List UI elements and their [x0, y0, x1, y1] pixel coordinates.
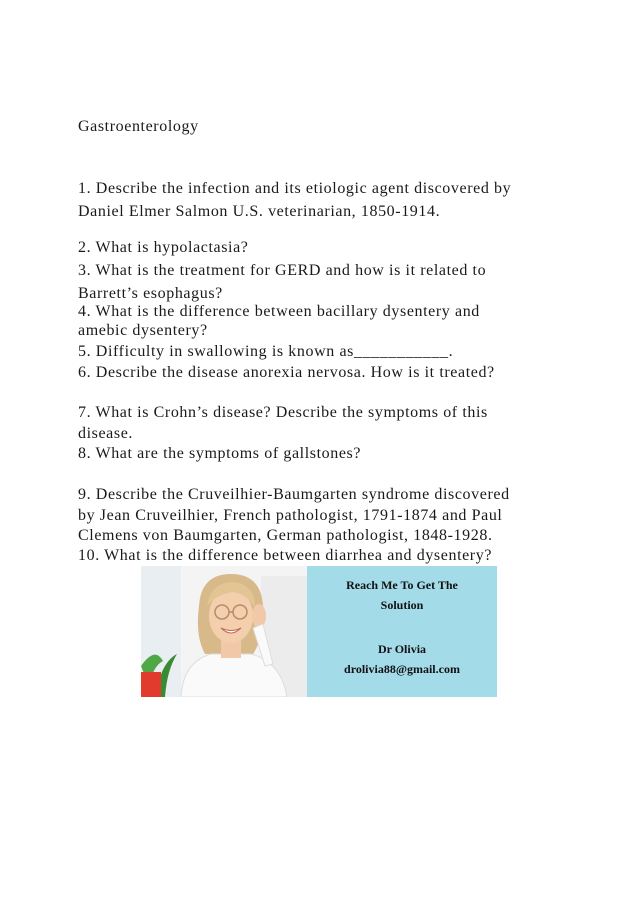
question-9-line-1: 9. Describe the Cruveilhier-Baumgarten syndrome discovered	[78, 486, 510, 503]
banner-line-2: Solution	[380, 598, 424, 612]
question-3-line-1: 3. What is the treatment for GERD and how is it related to	[78, 262, 487, 279]
contact-banner	[141, 566, 497, 697]
banner-line-1: Reach Me To Get The	[346, 578, 458, 592]
question-8: 8. What are the symptoms of gallstones?	[78, 445, 362, 462]
question-1-line-2: Daniel Elmer Salmon U.S. veterinarian, 1850-1914.	[78, 203, 441, 220]
question-10: 10. What is the difference between diarrhea and dysentery?	[78, 547, 493, 564]
question-7-line-1: 7. What is Crohn’s disease? Describe the symptoms of this	[78, 404, 488, 421]
document-title: Gastroenterology	[78, 118, 199, 135]
question-9-line-3: Clemens von Baumgarten, German pathologist, 1848-1928.	[78, 527, 493, 544]
question-4-line-2: amebic dysentery?	[78, 322, 208, 339]
question-4-line-1: 4. What is the difference between bacillary dysentery and	[78, 303, 480, 320]
question-5: 5. Difficulty in swallowing is known as___________.	[78, 343, 454, 360]
woman-photo	[141, 566, 307, 697]
question-3-line-2: Barrett’s esophagus?	[78, 285, 223, 302]
question-7-line-2: disease.	[78, 425, 134, 442]
question-9-line-2: by Jean Cruveilhier, French pathologist, 1791-1874 and Paul	[78, 507, 503, 524]
question-1-line-1: 1. Describe the infection and its etiologic agent discovered by	[78, 180, 512, 197]
question-2: 2. What is hypolactasia?	[78, 239, 249, 256]
contact-info-box	[307, 566, 497, 697]
question-6: 6. Describe the disease anorexia nervosa. How is it treated?	[78, 364, 495, 381]
banner-email[interactable]: drolivia88@gmail.com	[344, 662, 460, 676]
banner-name: Dr Olivia	[377, 642, 427, 656]
